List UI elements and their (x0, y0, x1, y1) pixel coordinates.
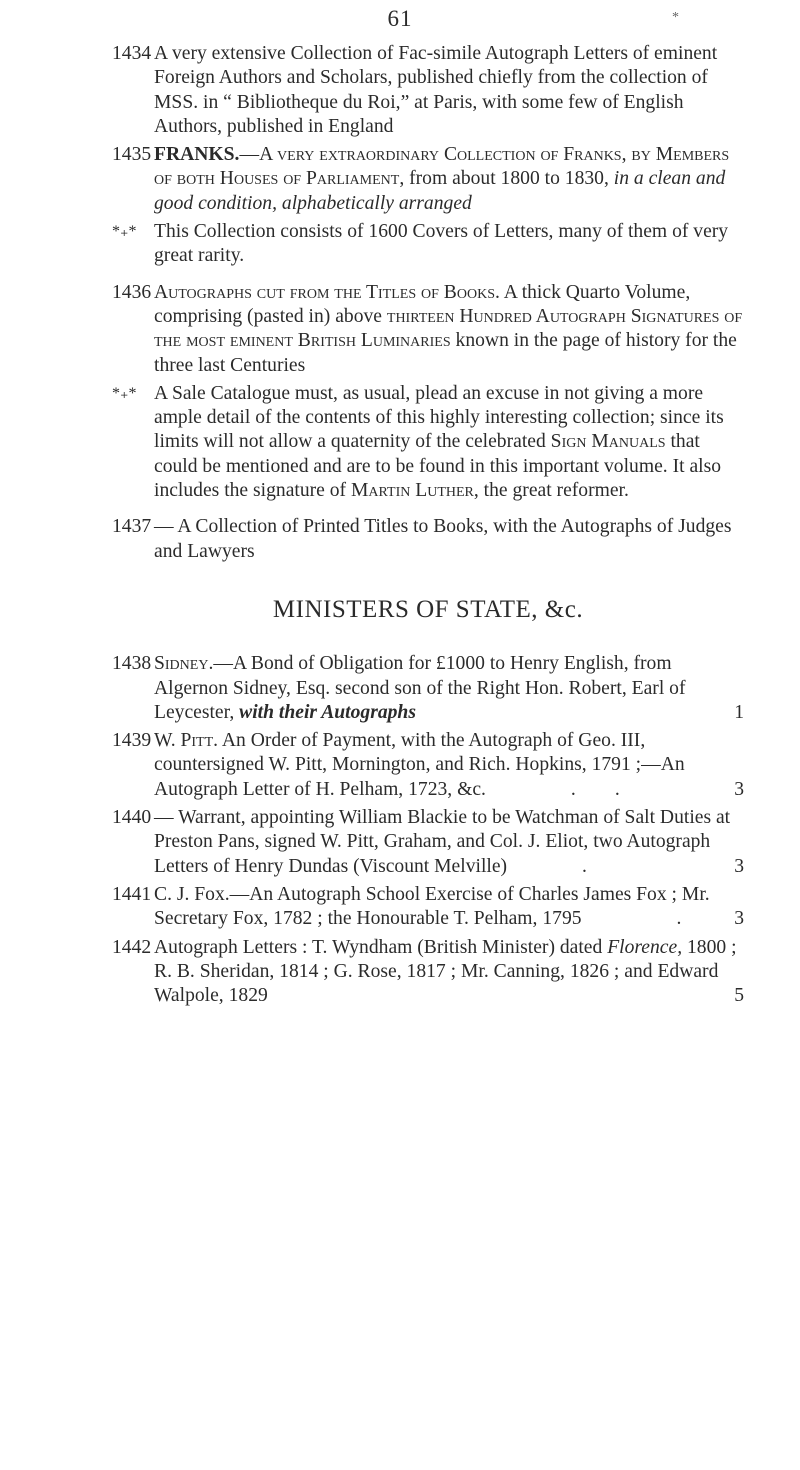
lot-number: 1438 (112, 653, 152, 675)
lot-lead: W. (154, 730, 181, 752)
lot-description: An Order of Payment, with the Autograph of Geo. III, countersigned W. Pitt, Mornington, and Rich. Hopkins, 1791 ;—An Autograph Letter of H. Pelham, 1723, &c. (154, 730, 685, 800)
note-caps-text-2: Martin Luther, (350, 480, 479, 502)
lot-description: —A Bond of Obligation for £1000 to Henry English, from Algernon Sidney, Esq. second son of the Right Hon. Robert, Earl of Leycester, (154, 653, 686, 723)
note-1436 (112, 382, 744, 503)
lot-entry-1435 (112, 143, 744, 216)
lot-number: 1437 (112, 516, 152, 538)
lot-entry-1434 (112, 42, 744, 139)
note-1435 (112, 220, 744, 269)
lot-entry-1436 (112, 281, 744, 378)
lot-caps-text: Pitt. (180, 730, 219, 752)
lot-value: 3 (734, 908, 744, 930)
lot-entry-1442 (112, 936, 744, 1009)
lot-heading: FRANKS. (154, 144, 240, 166)
section-heading: MINISTERS OF STATE, &c. (272, 595, 584, 623)
lot-entry-1440 (112, 806, 744, 879)
note-text: A Sale Catalogue must, as usual, plead an excuse in not giving a more ample detail of the contents of this highly interesting collection; since its limits will not allow a quaternity of the celebrated (154, 382, 724, 453)
lot-number: 1439 (112, 730, 152, 752)
lot-description: C. J. Fox.—An Autograph School Exercise of Charles James Fox ; Mr. Secretary Fox, 1782 ; the Honourable T. Pelham, 1795 (154, 883, 710, 930)
page-number: 61 (387, 6, 413, 31)
lot-caps-text: Sidney. (154, 653, 214, 675)
lot-description: — Warrant, appointing William Blackie to be Watchman of Salt Duties at Preston Pans, signed W. Pitt, Graham, and Col. J. Eliot, two Autograph Letters of Henry Dundas (Viscount Melville) (154, 807, 731, 877)
lot-value: 3 (734, 778, 744, 800)
lot-italic-text: with their Autographs (239, 701, 416, 723)
asterism-mark: *₊* (112, 223, 137, 241)
lot-italic-text: Florence, (607, 936, 683, 958)
lot-value: 5 (734, 985, 744, 1007)
lot-entry-1441 (112, 883, 744, 932)
lot-description: A very extensive Collection of Fac-simile Autograph Letters of eminent Foreign Authors and Scholars, published chiefly from the collection of MSS. in “ Bibliotheque du Roi,” at Paris, with some few of English Authors, published in England (154, 43, 718, 137)
lot-value: 1 (734, 701, 744, 723)
lot-description-2: known in the page of history for the three last Centuries (154, 330, 737, 376)
lot-description: A thick Quarto Volume, comprising (pasted in) above (154, 281, 691, 327)
note-text-3: the great reformer. (478, 480, 629, 502)
catalogue-content (112, 42, 744, 1012)
lot-description: — A Collection of Printed Titles to Books, with the Autographs of Judges and Lawyers (154, 516, 732, 562)
lot-number: 1442 (112, 936, 152, 958)
asterism-mark: *₊* (112, 384, 137, 402)
note-text: This Collection consists of 1600 Covers of Letters, many of them of very great rarity. (154, 221, 729, 267)
lot-caps-text: A very extraordinary Collection of Franks, by Members of both Houses of Parliament, (154, 144, 730, 190)
note-caps-text: Sign Manuals (550, 431, 666, 453)
lot-entry-1437 (112, 515, 744, 564)
lot-entry-1439 (112, 729, 744, 802)
lot-caps-text: Autographs cut from the Titles of Books. (154, 281, 500, 303)
leader-dots: . (581, 855, 587, 877)
lot-number: 1441 (112, 883, 152, 905)
note-text-2: that could be mentioned and are to be found in this important volume. It also includes the signature of (154, 431, 722, 502)
lot-caps-text-2: thirteen Hundred Autograph Signatures of the most eminent British Luminaries (154, 305, 743, 352)
leader-dots: . . (570, 778, 620, 800)
lot-entry-1438 (112, 652, 744, 725)
lot-dash: — (239, 144, 260, 166)
lot-description-2: 1800 ; R. B. Sheridan, 1814 ; G. Rose, 1817 ; Mr. Canning, 1826 ; and Edward Walpole, 1829 (154, 936, 737, 1007)
lot-number: 1436 (112, 281, 152, 303)
leader-dots: . (676, 908, 682, 930)
lot-number: 1435 (112, 144, 152, 166)
lot-value: 3 (734, 855, 744, 877)
lot-number: 1434 (112, 43, 152, 64)
lot-description: Autograph Letters : T. Wyndham (British Minister) dated (154, 936, 608, 958)
lot-description: from about 1800 to 1830, (404, 168, 614, 190)
margin-star-mark: * (672, 10, 679, 25)
lot-number: 1440 (112, 807, 152, 829)
lot-italic-text: in a clean and good condition, alphabetically arranged (154, 168, 726, 214)
